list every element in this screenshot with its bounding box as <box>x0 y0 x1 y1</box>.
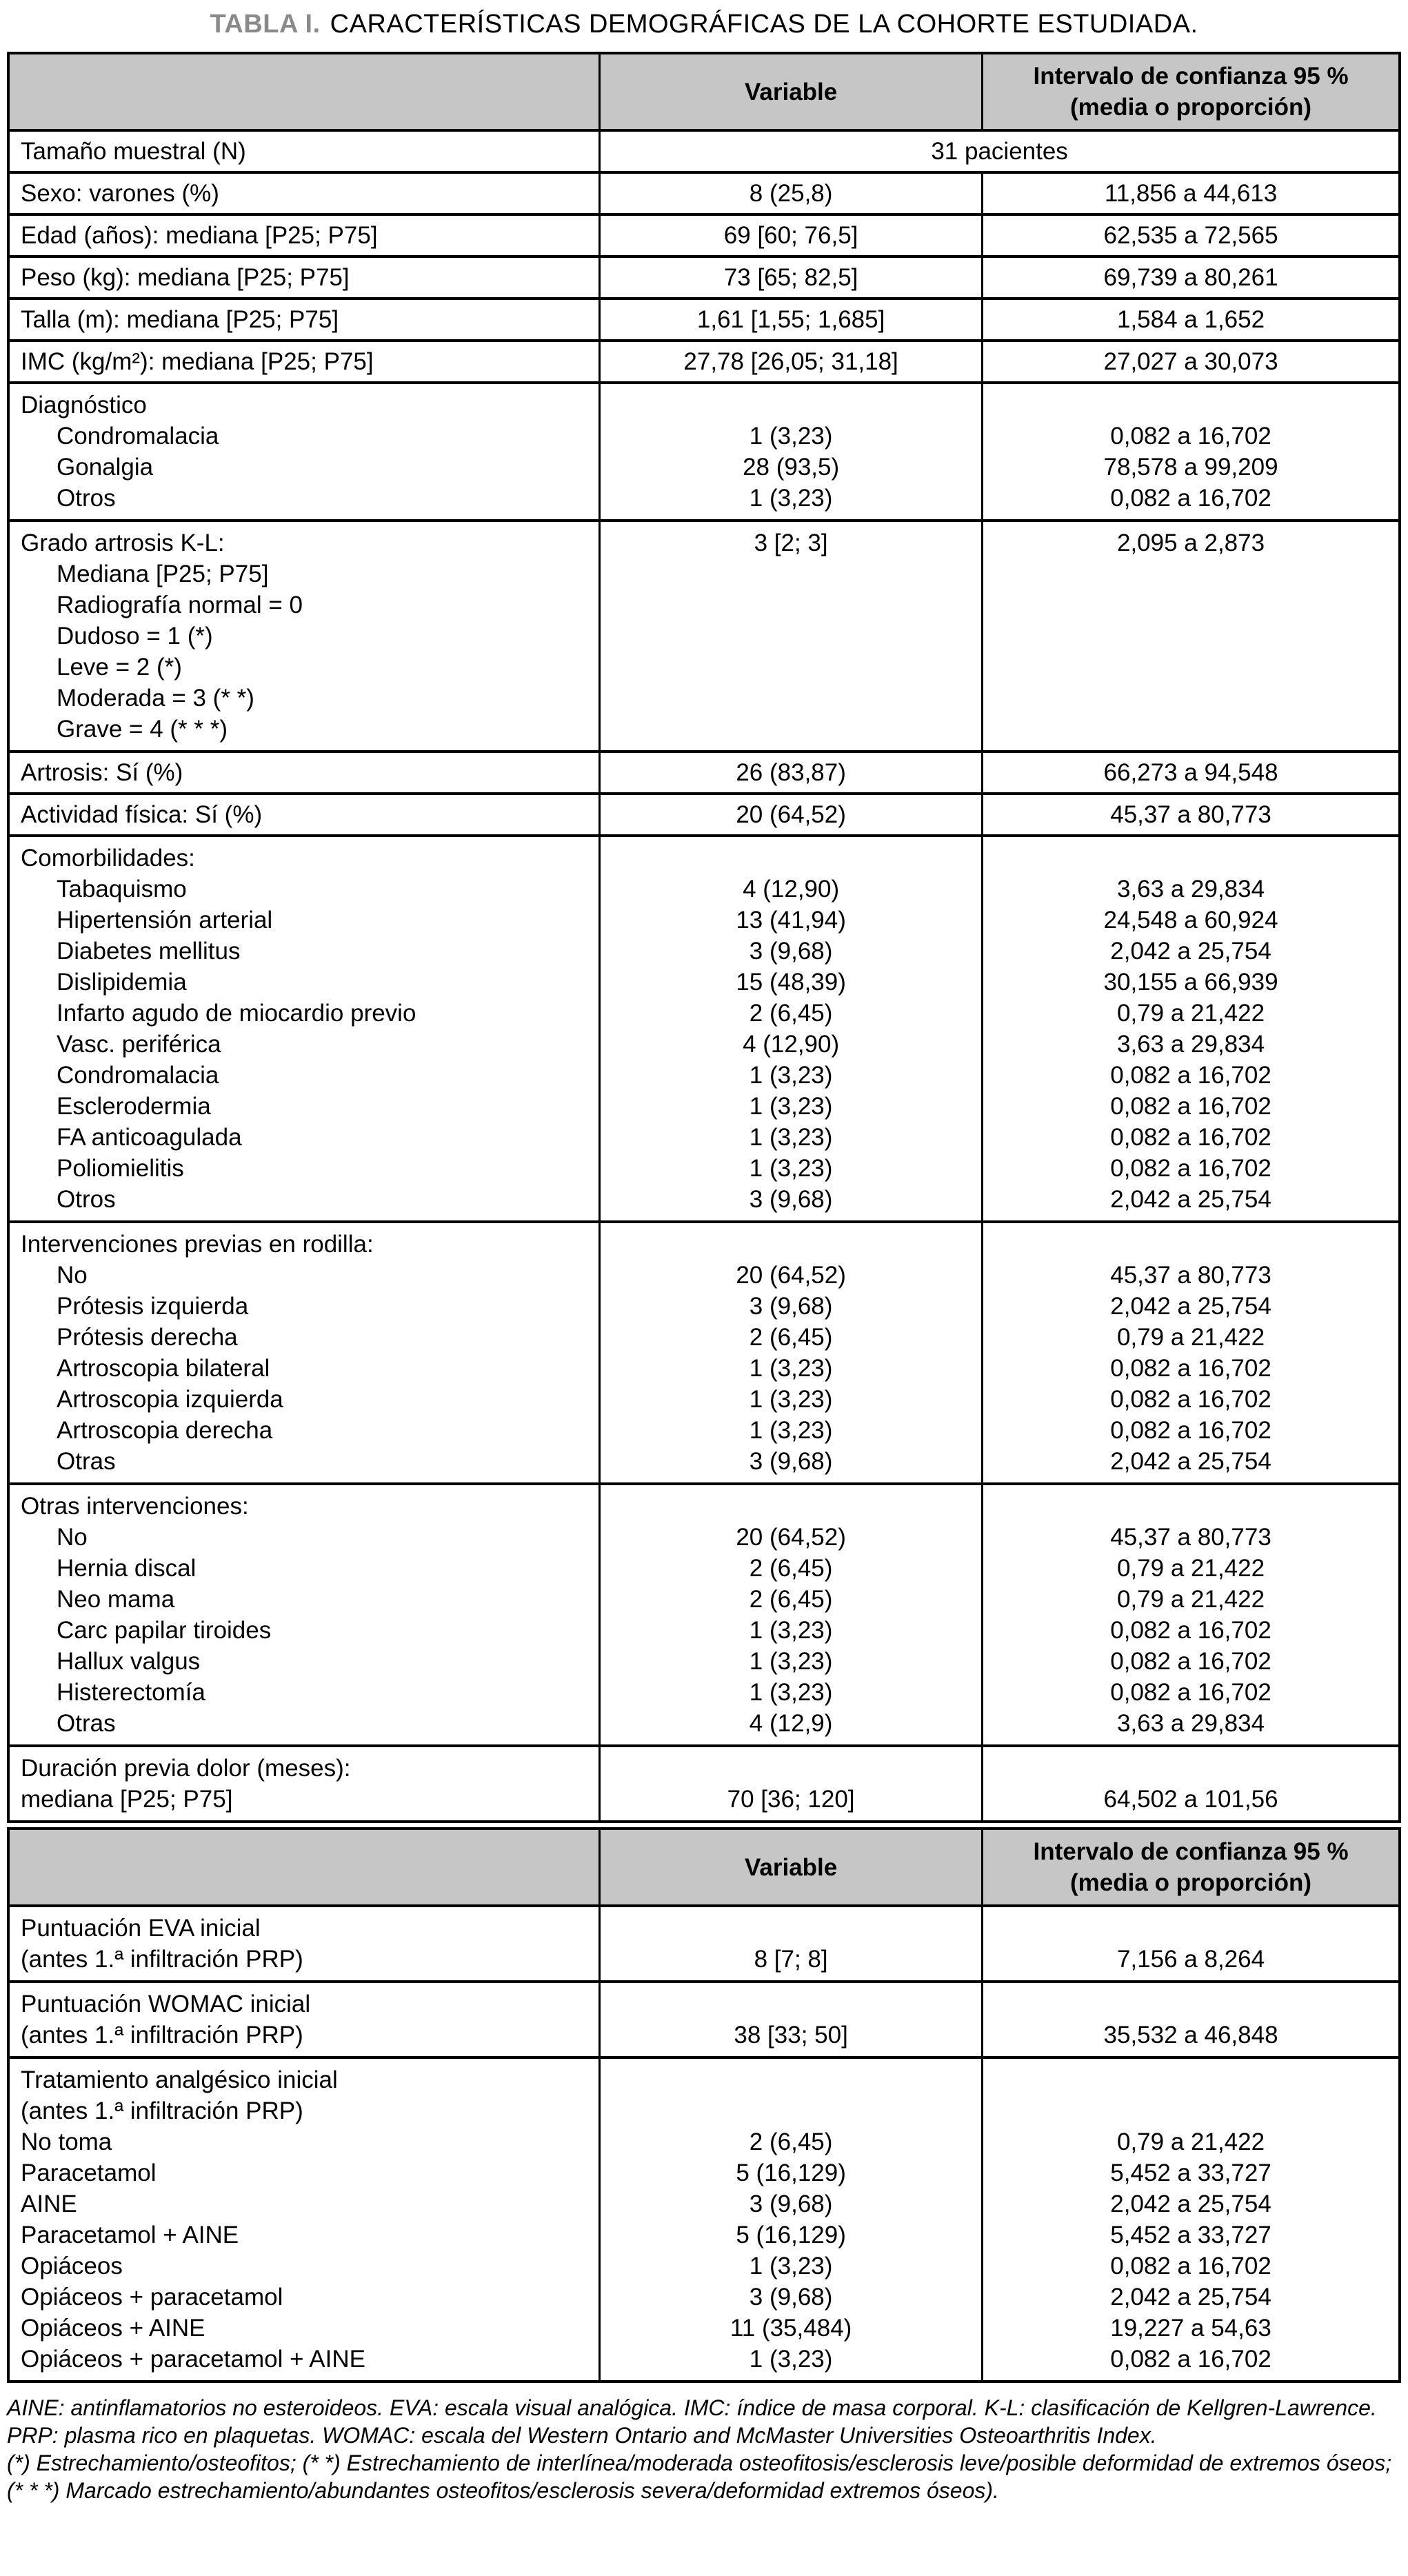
row-label-line: Diagnóstico <box>21 392 147 419</box>
row-value-line: 1 (3,23) <box>749 1679 833 1706</box>
row-value-line <box>606 621 976 652</box>
header-variable-label: Variable <box>744 1853 838 1881</box>
row-label-line: Talla (m): mediana [P25; P75] <box>21 306 339 333</box>
row-value-line: 3 (9,68) <box>749 2284 833 2311</box>
row-label-cell <box>8 299 600 341</box>
row-label-cell <box>8 130 600 172</box>
table-row <box>8 1484 1400 1746</box>
row-ci-cell <box>983 752 1400 794</box>
table-row <box>8 794 1400 836</box>
row-value-line: 1 (3,23) <box>749 1124 833 1151</box>
row-value-line <box>606 2095 976 2126</box>
row-value-cell <box>600 172 983 214</box>
row-ci-line: 2,042 a 25,754 <box>1110 1293 1271 1320</box>
row-value-line <box>606 590 976 621</box>
row-value-line: 28 (93,5) <box>743 454 840 481</box>
row-ci-line <box>989 2095 1393 2126</box>
row-value-line: 2 (6,45) <box>749 2129 833 2155</box>
row-ci-cell <box>983 299 1400 341</box>
row-ci-line: 0,082 a 16,702 <box>1110 1417 1271 1444</box>
row-value-cell <box>600 1906 983 1982</box>
row-value-line: 20 (64,52) <box>736 1524 846 1551</box>
row-label-line: Artroscopia bilateral <box>57 1355 270 1382</box>
row-value-line: 3 (9,68) <box>749 938 833 965</box>
row-label-line: Hernia discal <box>57 1555 197 1582</box>
row-value-cell <box>600 214 983 256</box>
footnote-abbreviations: AINE: antinflamatorios no esteroideos. EVA: escala visual analógica. IMC: índice de masa corporal. K-L: clasificación de Kellgren-Lawrence. PRP: plasma rico en plaquetas. WOMAC: escala del Western Ontario and McMaster Universities Osteoarthritis Index. <box>7 2395 1377 2448</box>
row-label-line: Tamaño muestral (N) <box>21 138 246 165</box>
row-label-line: (antes 1.ª infiltración PRP) <box>21 2097 303 2124</box>
row-ci-line: 0,082 a 16,702 <box>1110 1355 1271 1382</box>
row-label-line: No <box>57 1262 88 1289</box>
row-ci-line: 5,452 a 33,727 <box>1110 2160 1271 2186</box>
row-label-line: Tabaquismo <box>57 876 187 903</box>
row-ci-line: 0,79 a 21,422 <box>1116 1324 1265 1351</box>
table-row <box>8 1222 1400 1484</box>
row-ci-line: 0,082 a 16,702 <box>1110 1617 1271 1644</box>
row-value-line: 73 [65; 82,5] <box>723 264 858 291</box>
row-ci-line: 2,042 a 25,754 <box>1110 938 1271 965</box>
row-value-line: 1 (3,23) <box>749 1062 833 1089</box>
row-value-line: 1 (3,23) <box>749 2346 833 2373</box>
row-ci-line <box>989 1913 1393 1944</box>
row-ci-line: 7,156 a 8,264 <box>1116 1946 1265 1973</box>
row-value-line: 3 (9,68) <box>749 2191 833 2217</box>
row-value-line: 1 (3,23) <box>749 1355 833 1382</box>
row-label-cell <box>8 752 600 794</box>
header-ci-cell <box>983 53 1400 130</box>
row-label-line: Infarto agudo de miocardio previo <box>57 1000 416 1027</box>
row-label-line: Grado artrosis K-L: <box>21 530 225 556</box>
row-label-line: Otros <box>57 1186 116 1213</box>
row-ci-line <box>989 2064 1393 2095</box>
row-label-line: Hipertensión arterial <box>57 907 273 934</box>
header-ci-cell <box>983 1829 1400 1906</box>
row-ci-line: 24,548 a 60,924 <box>1103 907 1278 934</box>
row-label-line: Otras <box>57 1710 116 1737</box>
row-ci-line: 5,452 a 33,727 <box>1110 2222 1271 2248</box>
row-ci-line: 0,082 a 16,702 <box>1110 1386 1271 1413</box>
row-ci-line: 35,532 a 46,848 <box>1103 2022 1278 2049</box>
row-value-cell <box>600 836 983 1222</box>
row-value-line: 1 (3,23) <box>749 1155 833 1182</box>
row-ci-line <box>989 683 1393 714</box>
row-value-line: 1 (3,23) <box>749 2253 833 2280</box>
row-label-line: Moderada = 3 (* *) <box>57 685 254 712</box>
row-value-line: 15 (48,39) <box>736 969 846 996</box>
row-label-cell <box>8 2057 600 2382</box>
row-ci-line <box>989 1753 1393 1784</box>
table-row <box>8 1982 1400 2057</box>
header-variable-cell <box>600 1829 983 1906</box>
row-ci-line: 0,082 a 16,702 <box>1110 1679 1271 1706</box>
row-ci-cell <box>983 172 1400 214</box>
row-value-line <box>606 1491 976 1522</box>
row-value-cell <box>600 256 983 299</box>
row-label-line: Otros <box>57 485 116 512</box>
row-label-line: Peso (kg): mediana [P25; P75] <box>21 264 350 291</box>
row-label-line: Edad (años): mediana [P25; P75] <box>21 222 378 249</box>
row-label-line: Neo mama <box>57 1586 175 1613</box>
row-value-line: 27,78 [26,05; 31,18] <box>683 348 898 375</box>
row-label-cell <box>8 383 600 521</box>
row-ci-line: 0,082 a 16,702 <box>1110 1124 1271 1151</box>
demographics-table-part1 <box>7 52 1401 1823</box>
row-value-cell <box>600 1982 983 2057</box>
row-ci-line: 2,042 a 25,754 <box>1110 2284 1271 2311</box>
table-row <box>8 383 1400 521</box>
row-label-line: Opiáceos + paracetamol + AINE <box>21 2346 365 2373</box>
row-label-cell <box>8 172 600 214</box>
row-label-line: Artrosis: Sí (%) <box>21 759 183 786</box>
row-ci-line: 0,082 a 16,702 <box>1110 423 1271 450</box>
row-merged-value-cell <box>600 130 1400 172</box>
row-ci-line <box>989 714 1393 745</box>
row-ci-line: 0,79 a 21,422 <box>1116 2129 1265 2155</box>
row-ci-line <box>989 390 1393 421</box>
row-value-line: 4 (12,9) <box>749 1710 833 1737</box>
row-value-cell <box>600 752 983 794</box>
row-label-line: Condromalacia <box>57 423 219 450</box>
header-ci-line2: (media o proporción) <box>1070 1869 1312 1896</box>
row-label-line: Opiáceos + paracetamol <box>21 2284 283 2311</box>
header-row <box>8 1829 1400 1906</box>
header-ci-line1: Intervalo de confianza 95 % <box>1033 1838 1349 1865</box>
row-value-line: 1 (3,23) <box>749 1617 833 1644</box>
row-label-cell <box>8 1982 600 2057</box>
row-value-line: 1 (3,23) <box>749 423 833 450</box>
row-ci-line: 11,856 a 44,613 <box>1104 180 1278 207</box>
row-label-cell <box>8 521 600 752</box>
row-value-line <box>606 843 976 874</box>
row-ci-line <box>989 843 1393 874</box>
row-label-line: Puntuación WOMAC inicial <box>21 1991 311 2017</box>
row-value-line: 3 (9,68) <box>749 1293 833 1320</box>
footnotes <box>7 2394 1401 2504</box>
row-value-line: 8 [7; 8] <box>754 1946 828 1973</box>
row-ci-cell <box>983 1746 1400 1822</box>
row-label-line: Condromalacia <box>57 1062 219 1089</box>
row-value-line: 8 (25,8) <box>749 180 833 207</box>
row-ci-line: 2,042 a 25,754 <box>1110 2191 1271 2217</box>
row-label-cell <box>8 794 600 836</box>
row-value-line: 1,61 [1,55; 1,685] <box>696 306 885 333</box>
row-ci-cell <box>983 214 1400 256</box>
row-value-line <box>606 1229 976 1260</box>
header-empty-cell <box>8 53 600 130</box>
row-ci-cell <box>983 256 1400 299</box>
table-title-text: CARACTERÍSTICAS DEMOGRÁFICAS DE LA COHORTE ESTUDIADA. <box>330 10 1198 39</box>
row-ci-line: 0,082 a 16,702 <box>1110 2253 1271 2280</box>
row-label-line: Tratamiento analgésico inicial <box>21 2066 338 2093</box>
table-row <box>8 172 1400 214</box>
row-ci-line: 78,578 a 99,209 <box>1103 454 1278 481</box>
row-ci-cell <box>983 341 1400 383</box>
row-label-line: Opiáceos <box>21 2253 123 2280</box>
row-label-line: mediana [P25; P75] <box>21 1786 233 1813</box>
row-label-line: Poliomielitis <box>57 1155 184 1182</box>
row-label-line: Comorbilidades: <box>21 845 195 872</box>
row-value-cell <box>600 1746 983 1822</box>
row-label-cell <box>8 214 600 256</box>
table-row <box>8 130 1400 172</box>
table-row <box>8 2057 1400 2382</box>
row-label-line: Prótesis derecha <box>57 1324 238 1351</box>
row-ci-line: 2,042 a 25,754 <box>1110 1186 1271 1213</box>
row-label-line: Carc papilar tiroides <box>57 1617 272 1644</box>
row-ci-cell <box>983 2057 1400 2382</box>
row-ci-line <box>989 1229 1393 1260</box>
row-label-cell <box>8 1222 600 1484</box>
row-label-line: Duración previa dolor (meses): <box>21 1755 351 1782</box>
row-value-line: 13 (41,94) <box>736 907 846 934</box>
row-ci-line: 0,082 a 16,702 <box>1110 2346 1271 2373</box>
row-ci-line <box>989 559 1393 590</box>
row-ci-line <box>989 590 1393 621</box>
header-empty-cell <box>8 1829 600 1906</box>
row-value-line: 1 (3,23) <box>749 1093 833 1120</box>
row-label-cell <box>8 1484 600 1746</box>
row-value-line: 20 (64,52) <box>736 1262 846 1289</box>
row-label-line: FA anticoagulada <box>57 1124 242 1151</box>
row-ci-line: 45,37 a 80,773 <box>1110 801 1271 828</box>
row-value-line: 1 (3,23) <box>749 1417 833 1444</box>
row-label-cell <box>8 256 600 299</box>
row-label-cell <box>8 1746 600 1822</box>
row-value-line: 2 (6,45) <box>749 1324 833 1351</box>
row-label-cell <box>8 836 600 1222</box>
row-value-line: 1 (3,23) <box>749 1648 833 1675</box>
row-label-line: Vasc. periférica <box>57 1031 221 1058</box>
row-ci-line: 0,79 a 21,422 <box>1116 1555 1265 1582</box>
row-ci-cell <box>983 836 1400 1222</box>
row-value-line: 4 (12,90) <box>743 876 840 903</box>
row-ci-line <box>989 621 1393 652</box>
table-row <box>8 1906 1400 1982</box>
row-value-line: 5 (16,129) <box>736 2160 846 2186</box>
row-ci-line: 3,63 a 29,834 <box>1116 1031 1265 1058</box>
header-ci-line2: (media o proporción) <box>1070 94 1312 121</box>
row-ci-line: 0,79 a 21,422 <box>1116 1000 1265 1027</box>
row-value-cell <box>600 794 983 836</box>
row-value-line <box>606 1913 976 1944</box>
row-label-line: Artroscopia izquierda <box>57 1386 283 1413</box>
row-value-line: 20 (64,52) <box>736 801 846 828</box>
row-ci-line: 69,739 a 80,261 <box>1103 264 1278 291</box>
row-ci-line: 45,37 a 80,773 <box>1110 1262 1271 1289</box>
row-ci-line: 3,63 a 29,834 <box>1116 876 1265 903</box>
row-ci-cell <box>983 383 1400 521</box>
header-variable-cell <box>600 53 983 130</box>
row-ci-cell <box>983 1982 1400 2057</box>
row-ci-line: 45,37 a 80,773 <box>1110 1524 1271 1551</box>
header-row <box>8 53 1400 130</box>
table-header-repeat <box>8 1829 1400 1906</box>
row-label-line: Otras <box>57 1448 116 1475</box>
row-value-line: 11 (35,484) <box>730 2315 852 2342</box>
row-value-line <box>606 1753 976 1784</box>
row-ci-line <box>989 652 1393 683</box>
row-value-line: 70 [36; 120] <box>727 1786 855 1813</box>
row-value-line: 2 (6,45) <box>749 1586 833 1613</box>
row-label-line: Hallux valgus <box>57 1648 201 1675</box>
row-ci-line: 19,227 a 54,63 <box>1110 2315 1271 2342</box>
row-label-line: No <box>57 1524 88 1551</box>
row-label-line: Diabetes mellitus <box>57 938 241 965</box>
row-value-cell <box>600 1484 983 1746</box>
table-row <box>8 299 1400 341</box>
row-label-line: Radiografía normal = 0 <box>57 592 303 618</box>
row-label-line: (antes 1.ª infiltración PRP) <box>21 1946 303 1973</box>
row-ci-line: 0,082 a 16,702 <box>1110 485 1271 512</box>
row-label-line: (antes 1.ª infiltración PRP) <box>21 2022 303 2049</box>
row-label-line: AINE <box>21 2191 77 2217</box>
table-row <box>8 214 1400 256</box>
row-value-line <box>606 559 976 590</box>
row-ci-cell <box>983 1484 1400 1746</box>
row-value-line: 5 (16,129) <box>736 2222 846 2248</box>
row-ci-line: 3,63 a 29,834 <box>1116 1710 1265 1737</box>
row-label-line: Paracetamol + AINE <box>21 2222 239 2248</box>
row-label-line: Leve = 2 (*) <box>57 654 182 681</box>
row-label-line: Dudoso = 1 (*) <box>57 623 213 650</box>
row-value-line <box>606 714 976 745</box>
row-label-line: IMC (kg/m²): mediana [P25; P75] <box>21 348 374 375</box>
row-label-line: Puntuación EVA inicial <box>21 1915 261 1942</box>
row-value-line <box>606 683 976 714</box>
row-label-line: Dislipidemia <box>57 969 187 996</box>
row-label-line: Prótesis izquierda <box>57 1293 249 1320</box>
row-ci-cell <box>983 1222 1400 1484</box>
row-value-line: 26 (83,87) <box>736 759 846 786</box>
row-merged-value: 31 pacientes <box>931 138 1068 165</box>
row-value-cell <box>600 2057 983 2382</box>
row-value-line <box>606 2064 976 2095</box>
row-label-line: Artroscopia derecha <box>57 1417 273 1444</box>
row-label-line: Actividad física: Sí (%) <box>21 801 263 828</box>
row-ci-line: 64,502 a 101,56 <box>1103 1786 1278 1813</box>
row-value-line: 1 (3,23) <box>749 485 833 512</box>
table-row <box>8 1746 1400 1822</box>
row-value-line: 1 (3,23) <box>749 1386 833 1413</box>
row-value-line: 2 (6,45) <box>749 1555 833 1582</box>
table-row <box>8 256 1400 299</box>
table-row <box>8 341 1400 383</box>
row-ci-cell <box>983 1906 1400 1982</box>
table-body-part2 <box>8 1906 1400 2382</box>
row-value-line: 3 (9,68) <box>749 1186 833 1213</box>
table-body-part1 <box>8 130 1400 1822</box>
demographics-table-part2 <box>7 1827 1401 2383</box>
row-ci-line: 66,273 a 94,548 <box>1103 759 1278 786</box>
table-row <box>8 521 1400 752</box>
row-ci-line <box>989 1989 1393 2020</box>
table-row <box>8 836 1400 1222</box>
row-value-line <box>606 652 976 683</box>
row-ci-line: 2,042 a 25,754 <box>1110 1448 1271 1475</box>
row-label-cell <box>8 1906 600 1982</box>
row-label-line: Histerectomía <box>57 1679 205 1706</box>
row-label-line: Gonalgia <box>57 454 154 481</box>
row-ci-cell <box>983 794 1400 836</box>
row-value-line: 3 [2; 3] <box>754 530 828 556</box>
header-variable-label: Variable <box>744 78 838 105</box>
table-title <box>7 10 1401 39</box>
row-value-line: 3 (9,68) <box>749 1448 833 1475</box>
row-label-line: Intervenciones previas en rodilla: <box>21 1231 374 1258</box>
row-label-line: Paracetamol <box>21 2160 157 2186</box>
row-label-line: Otras intervenciones: <box>21 1493 249 1520</box>
row-value-cell <box>600 341 983 383</box>
row-label-line: Sexo: varones (%) <box>21 180 219 207</box>
row-value-line <box>606 390 976 421</box>
row-ci-line: 0,082 a 16,702 <box>1110 1155 1271 1182</box>
row-ci-line: 62,535 a 72,565 <box>1103 222 1278 249</box>
row-value-line <box>606 1989 976 2020</box>
row-value-line: 69 [60; 76,5] <box>723 222 858 249</box>
row-label-cell <box>8 341 600 383</box>
header-ci-line1: Intervalo de confianza 95 % <box>1033 63 1349 90</box>
row-value-cell <box>600 299 983 341</box>
footnote-grading: (*) Estrechamiento/osteofitos; (* *) Estrechamiento de interlínea/moderada osteofitosis/esclerosis leve/posible deformidad de extremos óseos; (* * *) Marcado estrechamiento/abundantes osteofitos/esclerosis severa/deformidad extremos óseos). <box>7 2451 1392 2503</box>
row-label-line: Mediana [P25; P75] <box>57 561 269 587</box>
row-label-line: Opiáceos + AINE <box>21 2315 205 2342</box>
row-value-cell <box>600 383 983 521</box>
row-ci-line: 2,095 a 2,873 <box>1116 530 1265 556</box>
row-value-cell <box>600 521 983 752</box>
table-header <box>8 53 1400 130</box>
row-value-cell <box>600 1222 983 1484</box>
table-row <box>8 752 1400 794</box>
row-ci-line: 27,027 a 30,073 <box>1103 348 1278 375</box>
row-label-line: No toma <box>21 2129 112 2155</box>
row-ci-line: 1,584 a 1,652 <box>1116 306 1265 333</box>
row-ci-line: 0,082 a 16,702 <box>1110 1062 1271 1089</box>
row-value-line: 4 (12,90) <box>743 1031 840 1058</box>
row-ci-line: 0,082 a 16,702 <box>1110 1648 1271 1675</box>
row-ci-line <box>989 1491 1393 1522</box>
row-ci-line: 0,79 a 21,422 <box>1116 1586 1265 1613</box>
row-value-line: 2 (6,45) <box>749 1000 833 1027</box>
row-label-line: Esclerodermia <box>57 1093 211 1120</box>
row-label-line: Grave = 4 (* * *) <box>57 716 228 743</box>
table-title-label: TABLA I. <box>210 10 321 39</box>
row-ci-line: 30,155 a 66,939 <box>1103 969 1278 996</box>
row-ci-cell <box>983 521 1400 752</box>
row-ci-line: 0,082 a 16,702 <box>1110 1093 1271 1120</box>
row-value-line: 38 [33; 50] <box>734 2022 848 2049</box>
